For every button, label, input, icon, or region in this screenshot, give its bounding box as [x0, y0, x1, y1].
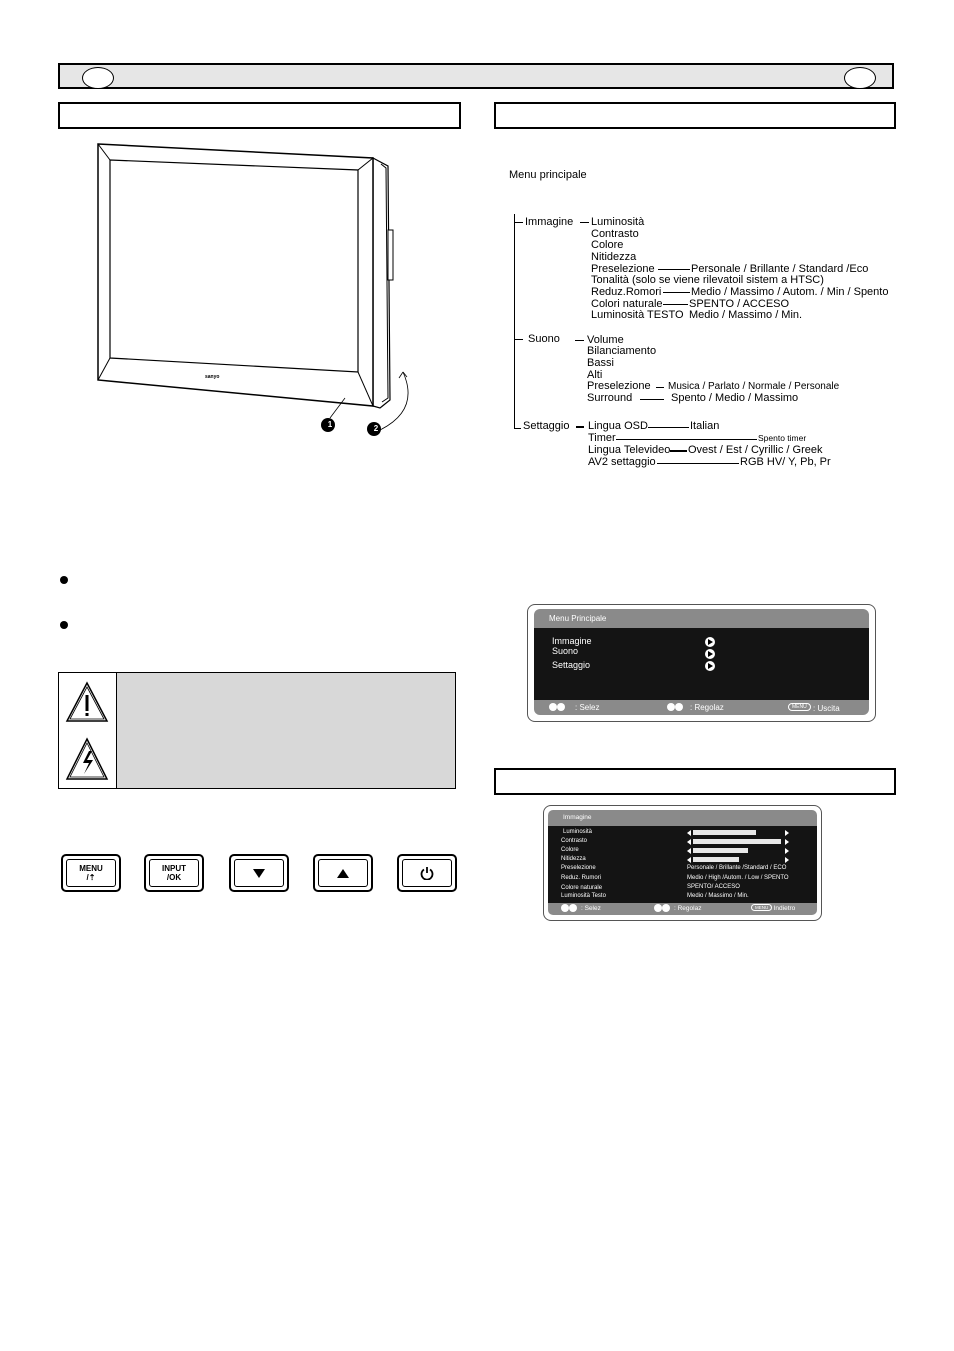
up-button[interactable] — [313, 854, 373, 892]
arrow-right-icon — [705, 637, 715, 647]
callout-2: 2 — [373, 424, 379, 433]
down-button[interactable] — [229, 854, 289, 892]
tree-connector — [580, 222, 589, 223]
tree-suono: Suono — [528, 333, 560, 345]
osd-image-label: Luminosità Testo — [561, 893, 606, 899]
up-down-icon — [561, 904, 577, 912]
osd-image-footer — [548, 903, 817, 915]
tree-immagine: Immagine — [525, 216, 574, 228]
left-right-icon — [667, 702, 683, 711]
tree-opts: RGB HV/ Y, Pb, Pr — [740, 456, 831, 468]
tree-item: Timer — [588, 432, 616, 444]
tree-branch — [514, 428, 521, 429]
language-badge-left — [82, 67, 114, 89]
tree-item: Lingua Televideo — [588, 444, 671, 456]
arrow-right-icon — [705, 649, 715, 659]
slider-left-arrow-icon — [687, 857, 691, 863]
slider-fill — [693, 857, 739, 862]
left-right-icon — [654, 904, 670, 912]
warning-text-area — [117, 673, 455, 788]
slider-right-arrow-icon — [785, 839, 789, 845]
bullet-point — [60, 576, 68, 584]
osd-image-label: Colore naturale — [561, 885, 603, 891]
osd-main-title: Menu Principale — [549, 614, 607, 623]
osd-image-label: Luminosità — [563, 829, 593, 835]
tree-connector — [657, 463, 739, 464]
slider-left-arrow-icon — [687, 839, 691, 845]
tree-item: Colore — [591, 239, 624, 251]
osd-image-label: Preselezione — [561, 865, 596, 871]
tree-item: Luminosità TESTO — [591, 309, 684, 321]
tree-opts: Medio / Massimo / Autom. / Min / Spento — [691, 286, 889, 298]
osd-slider[interactable] — [687, 839, 791, 845]
menu-button[interactable] — [61, 854, 121, 892]
osd-main-titlebar — [534, 609, 869, 628]
slider-right-arrow-icon — [785, 857, 789, 863]
tree-item: Volume — [587, 334, 624, 346]
tree-connector — [656, 387, 664, 388]
bullet-point — [60, 621, 68, 629]
osd-main-foot-select: : Selez — [575, 703, 600, 712]
tree-opts: Ovest / Est / Cyrillic / Greek — [688, 444, 823, 456]
osd-image-colore-naturale: SPENTO/ ACCESO — [687, 884, 740, 890]
tree-item: Luminosità — [591, 216, 645, 228]
section-header-picture — [494, 768, 896, 795]
tree-connector — [576, 426, 584, 428]
arrow-right-icon — [705, 661, 715, 671]
tree-trunk — [514, 214, 515, 429]
menu-key-icon: MENU — [751, 904, 772, 911]
tree-opts: Spento / Medio / Massimo — [671, 392, 799, 404]
tree-connector — [640, 399, 664, 400]
input-button-label: INPUT /OK — [149, 859, 199, 887]
tree-opts: Medio / Massimo / Min. — [689, 309, 803, 321]
tree-item: Colori naturale — [591, 298, 663, 310]
osd-image-body — [548, 826, 817, 903]
slider-left-arrow-icon — [687, 830, 691, 836]
osd-image-title: Immagine — [563, 814, 592, 821]
top-header-bar — [58, 63, 894, 89]
tv-illustration — [90, 140, 420, 440]
tree-opts: Spento timer — [758, 433, 807, 443]
warning-icons — [59, 673, 116, 788]
menu-tree-root: Menu principale — [509, 169, 587, 181]
menu-button-label: MENU /⇡ — [66, 859, 116, 887]
tv-brand-logo: sanyo — [205, 374, 220, 380]
tree-opts: Personale / Brillante / Standard /Eco — [691, 263, 869, 275]
osd-main-item-settaggio[interactable]: Settaggio — [552, 660, 591, 670]
tree-item: Nitidezza — [591, 251, 637, 263]
tree-item: Contrasto — [591, 228, 639, 240]
osd-image-label: Reduz. Rumori — [561, 875, 602, 881]
language-badge-right — [844, 67, 876, 89]
tree-item: Lingua OSD — [588, 420, 648, 432]
tree-item: Tonalità (solo se viene rilevatoil sistem a HTSC) — [591, 274, 824, 286]
osd-image-foot-back: : Indietro — [770, 905, 796, 912]
osd-image-preselezione: Personale / Brillante /Standard / ECO — [687, 865, 787, 871]
slider-fill — [693, 830, 756, 835]
osd-image-reduz: Medio / High /Autom. / Low / SPENTO — [687, 875, 789, 881]
slider-fill — [693, 839, 781, 844]
tree-branch — [514, 339, 523, 340]
osd-image-label: Nitidezza — [561, 856, 586, 862]
section-header-left — [58, 102, 461, 129]
osd-image-foot-select: : Selez — [581, 905, 601, 912]
menu-key-icon: MENU — [788, 703, 811, 711]
osd-main-footer — [534, 700, 869, 715]
tree-item: Preselezione — [591, 263, 655, 275]
osd-image-label: Contrasto — [561, 838, 588, 844]
osd-slider[interactable] — [687, 848, 791, 854]
osd-image-lum-testo: Medio / Massimo / Min. — [687, 893, 749, 899]
triangle-up-icon — [337, 869, 349, 878]
osd-image-foot-adjust: : Regolaz — [674, 905, 702, 912]
tree-opts: SPENTO / ACCESO — [689, 298, 790, 310]
tree-connector — [648, 427, 689, 428]
osd-image-label: Colore — [561, 847, 579, 853]
tree-opts: Musica / Parlato / Normale / Personale — [668, 381, 840, 392]
tree-branch — [514, 222, 523, 223]
tree-settaggio: Settaggio — [523, 420, 570, 432]
tree-connector — [616, 439, 757, 440]
osd-main-foot-adjust: : Regolaz — [690, 703, 724, 712]
callout-1: 1 — [327, 420, 333, 429]
osd-main-item-immagine[interactable]: Immagine — [552, 636, 592, 646]
section-header-right — [494, 102, 896, 129]
input-ok-button[interactable] — [144, 854, 204, 892]
osd-main-item-suono[interactable]: Suono — [552, 646, 579, 656]
tree-item: Bilanciamento — [587, 345, 657, 357]
tree-connector — [663, 292, 690, 293]
slider-right-arrow-icon — [785, 830, 789, 836]
osd-slider[interactable] — [687, 857, 791, 863]
electric-shock-warning-icon — [67, 739, 107, 779]
tree-item: Reduz.Romori — [591, 286, 662, 298]
tree-item: Preselezione — [587, 380, 651, 392]
tree-item: Alti — [587, 369, 603, 381]
osd-main-foot-exit: : Uscita — [813, 704, 840, 713]
tree-connector — [575, 340, 584, 341]
osd-slider[interactable] — [687, 830, 791, 836]
triangle-down-icon — [253, 869, 265, 878]
slider-left-arrow-icon — [687, 848, 691, 854]
warning-icons-column — [59, 673, 117, 788]
tree-opts: Italian — [690, 420, 720, 432]
tree-item: Surround — [587, 392, 633, 404]
exclamation-warning-icon — [67, 683, 107, 721]
power-icon — [420, 866, 434, 880]
tree-connector — [658, 269, 690, 270]
warning-box — [58, 672, 456, 789]
tree-item: Bassi — [587, 357, 614, 369]
slider-fill — [693, 848, 748, 853]
power-button[interactable] — [397, 854, 457, 892]
tree-item: AV2 settaggio — [588, 456, 656, 468]
osd-main-body — [534, 628, 869, 700]
up-down-icon — [549, 702, 565, 711]
slider-right-arrow-icon — [785, 848, 789, 854]
osd-main-menu — [527, 604, 876, 722]
osd-image-titlebar — [548, 810, 817, 826]
osd-image-menu — [543, 805, 822, 921]
tree-connector — [663, 304, 688, 305]
tree-connector — [670, 450, 687, 452]
